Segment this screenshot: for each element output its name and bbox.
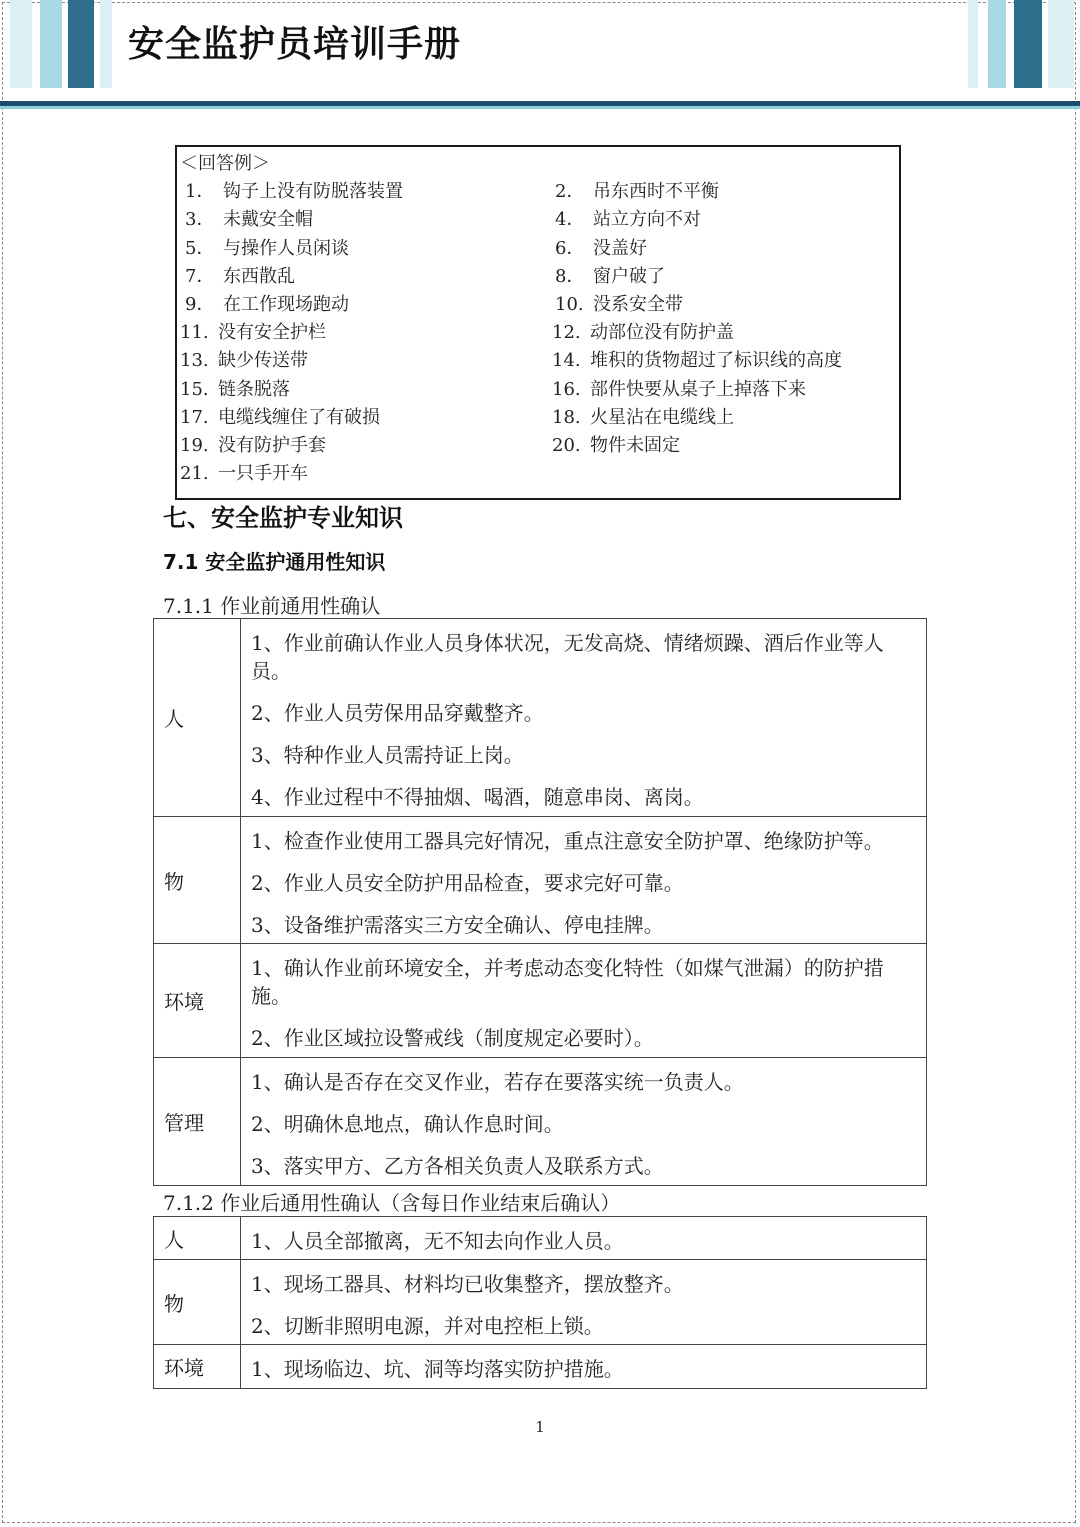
answer-text: 吊东西时不平衡 [593, 181, 719, 202]
check-item: 1、现场工器具、材料均已收集整齐，摆放整齐。 [251, 1272, 684, 1296]
answer-text: 一只手开车 [218, 463, 308, 484]
table-row [154, 1345, 927, 1389]
answer-number: 4． [555, 209, 585, 230]
answer-text: 站立方向不对 [593, 209, 701, 230]
answer-text: 在工作现场跑动 [223, 294, 349, 315]
answer-item [180, 378, 290, 402]
items-cell [241, 944, 927, 1058]
table-row [154, 1260, 927, 1345]
table2-caption: 7.1.2 作业后通用性确认（含每日作业结束后确认） [163, 1191, 621, 1215]
answer-item [180, 462, 308, 486]
header-stripe-left-2 [40, 0, 62, 88]
answer-item [555, 208, 701, 232]
items-cell [241, 1058, 927, 1186]
answer-number: 13. [180, 350, 209, 371]
answer-item [180, 406, 380, 430]
items-cell [241, 619, 927, 817]
category-cell: 人 [154, 619, 241, 817]
section-heading: 七、安全监护专业知识 [163, 503, 403, 532]
answer-number: 3． [185, 209, 215, 230]
answer-item [185, 265, 295, 289]
answer-number: 11. [180, 322, 209, 343]
check-item: 2、切断非照明电源，并对电控柜上锁。 [251, 1314, 604, 1338]
answer-text: 堆积的货物超过了标识线的高度 [590, 350, 842, 371]
answer-number: 19. [180, 435, 209, 456]
document-title: 安全监护员培训手册 [128, 24, 462, 65]
answer-item [180, 434, 326, 458]
answer-text: 没有防护手套 [218, 435, 326, 456]
answer-number: 6． [555, 238, 585, 259]
table1-caption: 7.1.1 作业前通用性确认 [163, 594, 381, 618]
header-stripe-right-4 [1048, 0, 1074, 88]
answer-text: 没盖好 [593, 238, 647, 259]
check-item: 2、明确休息地点，确认作息时间。 [251, 1112, 564, 1136]
answer-text: 火星沾在电缆线上 [590, 407, 734, 428]
answer-number: 15. [180, 379, 209, 400]
table-row [154, 619, 927, 817]
answer-item [180, 349, 308, 373]
check-item: 2、作业人员劳保用品穿戴整齐。 [251, 701, 544, 725]
answer-text: 没系安全带 [593, 294, 683, 315]
header-stripe-left-3 [68, 0, 94, 88]
answer-text: 与操作人员闲谈 [223, 238, 349, 259]
answer-text: 没有安全护栏 [218, 322, 326, 343]
answer-item [555, 265, 665, 289]
check-item: 1、检查作业使用工器具完好情况，重点注意安全防护罩、绝缘防护等。 [251, 829, 884, 853]
answer-item [552, 321, 734, 345]
category-cell: 物 [154, 1260, 241, 1345]
check-item: 2、作业人员安全防护用品检查，要求完好可靠。 [251, 871, 684, 895]
answer-item [185, 180, 403, 204]
page-number: 1 [535, 1418, 545, 1436]
header-stripe-right-3 [1014, 0, 1042, 88]
answer-number: 18. [552, 407, 581, 428]
check-item: 4、作业过程中不得抽烟、喝酒，随意串岗、离岗。 [251, 785, 704, 809]
answer-example-header: ＜回答例＞ [180, 153, 270, 174]
check-item: 3、设备维护需落实三方安全确认、停电挂牌。 [251, 913, 664, 937]
answer-text: 未戴安全帽 [223, 209, 313, 230]
table-row [154, 1217, 927, 1260]
header-stripe-right-1 [968, 0, 978, 88]
check-item: 2、作业区域拉设警戒线（制度规定必要时）。 [251, 1026, 654, 1050]
answer-text: 物件未固定 [590, 435, 680, 456]
check-item: 1、确认作业前环境安全，并考虑动态变化特性（如煤气泄漏）的防护措施。 [251, 956, 884, 1008]
items-cell [241, 817, 927, 944]
answer-item [552, 349, 842, 373]
answer-item [185, 237, 349, 261]
answer-text: 动部位没有防护盖 [590, 322, 734, 343]
answer-number: 10. [555, 294, 584, 315]
answer-text: 部件快要从桌子上掉落下来 [590, 379, 806, 400]
answer-text: 窗户破了 [593, 266, 665, 287]
answer-example-box [175, 145, 901, 500]
items-cell [241, 1217, 927, 1260]
header-rule-light [0, 106, 1080, 109]
subsection-heading: 7.1 安全监护通用性知识 [163, 550, 386, 574]
check-item: 3、特种作业人员需持证上岗。 [251, 743, 524, 767]
category-cell: 环境 [154, 944, 241, 1058]
answer-item [555, 180, 719, 204]
answer-text: 钩子上没有防脱落装置 [223, 181, 403, 202]
category-cell: 物 [154, 817, 241, 944]
post-work-check-table [153, 1216, 927, 1389]
table-row [154, 817, 927, 944]
answer-number: 12. [552, 322, 581, 343]
answer-number: 7． [185, 266, 215, 287]
page-header [0, 0, 1080, 112]
table-row [154, 944, 927, 1058]
check-item: 1、确认是否存在交叉作业，若存在要落实统一负责人。 [251, 1070, 744, 1094]
pre-work-check-table [153, 618, 927, 1186]
answer-number: 1． [185, 181, 215, 202]
check-item: 1、作业前确认作业人员身体状况，无发高烧、情绪烦躁、酒后作业等人员。 [251, 631, 884, 683]
answer-item [180, 321, 326, 345]
answer-text: 东西散乱 [223, 266, 295, 287]
header-stripe-right-2 [988, 0, 1006, 88]
answer-item [555, 293, 683, 317]
answer-number: 9． [185, 294, 215, 315]
header-stripe-left-4 [100, 0, 112, 88]
answer-text: 链条脱落 [218, 379, 290, 400]
answer-number: 5． [185, 238, 215, 259]
answer-number: 2． [555, 181, 585, 202]
answer-item [555, 237, 647, 261]
answer-item [552, 378, 806, 402]
header-stripe-left-1 [10, 0, 32, 88]
answer-number: 14. [552, 350, 581, 371]
items-cell [241, 1260, 927, 1345]
answer-text: 电缆线缠住了有破损 [218, 407, 380, 428]
answer-item [552, 434, 680, 458]
answer-number: 16. [552, 379, 581, 400]
answer-number: 21. [180, 463, 209, 484]
table-row [154, 1058, 927, 1186]
category-cell: 管理 [154, 1058, 241, 1186]
answer-item [552, 406, 734, 430]
answer-number: 20. [552, 435, 581, 456]
check-item: 1、现场临边、坑、洞等均落实防护措施。 [251, 1357, 624, 1381]
answer-number: 17. [180, 407, 209, 428]
category-cell: 人 [154, 1217, 241, 1260]
category-cell: 环境 [154, 1345, 241, 1389]
answer-item [185, 208, 313, 232]
check-item: 1、人员全部撤离，无不知去向作业人员。 [251, 1229, 624, 1253]
answer-item [185, 293, 349, 317]
items-cell [241, 1345, 927, 1389]
answer-text: 缺少传送带 [218, 350, 308, 371]
answer-number: 8． [555, 266, 585, 287]
check-item: 3、落实甲方、乙方各相关负责人及联系方式。 [251, 1154, 664, 1178]
